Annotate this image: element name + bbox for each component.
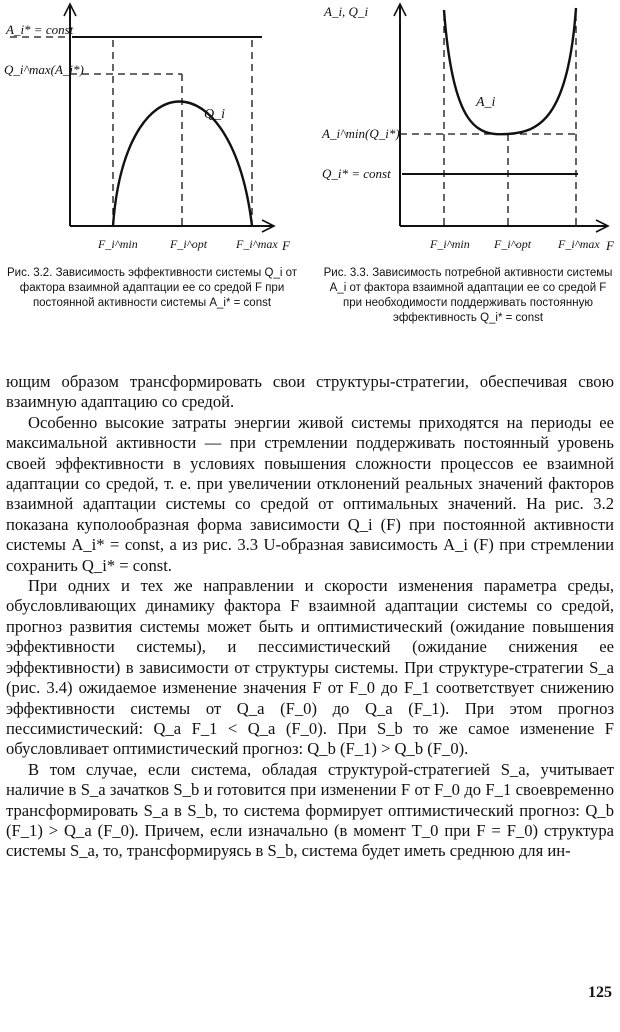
caption-lead: Рис. 3.2. xyxy=(6,267,53,279)
x-max-label: F_i^max xyxy=(236,237,278,251)
curve-ai xyxy=(444,8,576,134)
paragraph-1: ющим образом трансформировать свои структуры-стратегии, обеспечивая свою взаимную адаптацию со средой. xyxy=(6,372,614,412)
page-number: 125 xyxy=(588,984,612,1001)
figure-3-2-caption xyxy=(4,266,300,311)
label-min: A_i^min(Q_i*) xyxy=(322,126,400,141)
caption-text: Зависимость потребной активности системы A_i от фактора взаимной адаптации ее со средой F при необходимости поддерживать постоянную эффективность Q_i* = const xyxy=(329,267,613,324)
label-const: A_i* = const xyxy=(6,22,74,37)
paragraph-4: В том случае, если система, обладая структурой-стратегией S_a, учитывает наличие в S_a зачатков S_b и готовится при изменении F от F_0 до F_1 своевременно трансформировать S_a в S_b, то система формирует оптимистический прогноз: Q_b (F_1) > Q_a (F_0). Причем, если изначально (в момент T_0 при F = F_0) структура системы S_a, то, трансформируясь в S_b, система будет иметь среднюю для ин- xyxy=(6,759,614,861)
x-opt-label: F_i^opt xyxy=(494,237,532,251)
x-min-label: F_i^min xyxy=(430,237,470,251)
caption-lead: Рис. 3.3. xyxy=(323,267,370,279)
figure-3-3-caption xyxy=(320,266,616,326)
curve-label: Q_i xyxy=(204,107,225,122)
figure-3-3 xyxy=(318,0,620,262)
y-axis-label: A_i, Q_i xyxy=(324,4,369,19)
curve-label: A_i xyxy=(476,95,496,110)
body-text xyxy=(6,372,614,862)
x-max-label: F_i^max xyxy=(558,237,600,251)
x-axis-label: F xyxy=(606,238,614,253)
x-axis-label: F xyxy=(282,238,290,253)
x-min-label: F_i^min xyxy=(98,237,138,251)
paragraph-3: При одних и тех же направлении и скорости изменения параметра среды, обусловливающих динамику фактора F взаимной адаптации системы со средой, прогноз развития системы может быть и оптимистический (ожидание повышения эффективности системы), и пессимистический (ожидание снижения ее эффективности) в зависимости от структуры системы. При структуре-стратегии S_a (рис. 3.4) ожидаемое изменение значения F от F_0 до F_1 соответствует снижению эффективности системы от Q_a (F_0) до Q_a (F_1). При этом прогноз пессимистический: Q_a F_1 < Q_a (F_0). При S_b то же самое изменение F обусловливает оптимистический прогноз: Q_b (F_1) > Q_b (F_0). xyxy=(6,576,614,759)
label-const: Q_i* = const xyxy=(322,166,391,181)
x-opt-label: F_i^opt xyxy=(170,237,208,251)
paragraph-2: Особенно высокие затраты энергии живой системы приходятся на периоды ее максимальной активности — при стремлении поддерживать постоянный уровень своей эффективности в условиях повышения сложности процессов ее взаимной адаптации со средой, т. е. при увеличении отклонений реальных значений факторов взаимной адаптации системы со средой от оптимальных значений. На рис. 3.2 показана куполообразная форма зависимости Q_i (F) при постоянной активности системы A_i* = const, а из рис. 3.3 U-образная зависимость A_i (F) при стремлении сохранить Q_i* = const. xyxy=(6,412,614,575)
figure-3-2 xyxy=(0,0,300,262)
label-max: Q_i^max(A_i*) xyxy=(4,62,84,77)
caption-text: Зависимость эффективности системы Q_i от фактора взаимной адаптации ее со средой F при постоянной активности системы A_i* = const xyxy=(19,267,298,309)
